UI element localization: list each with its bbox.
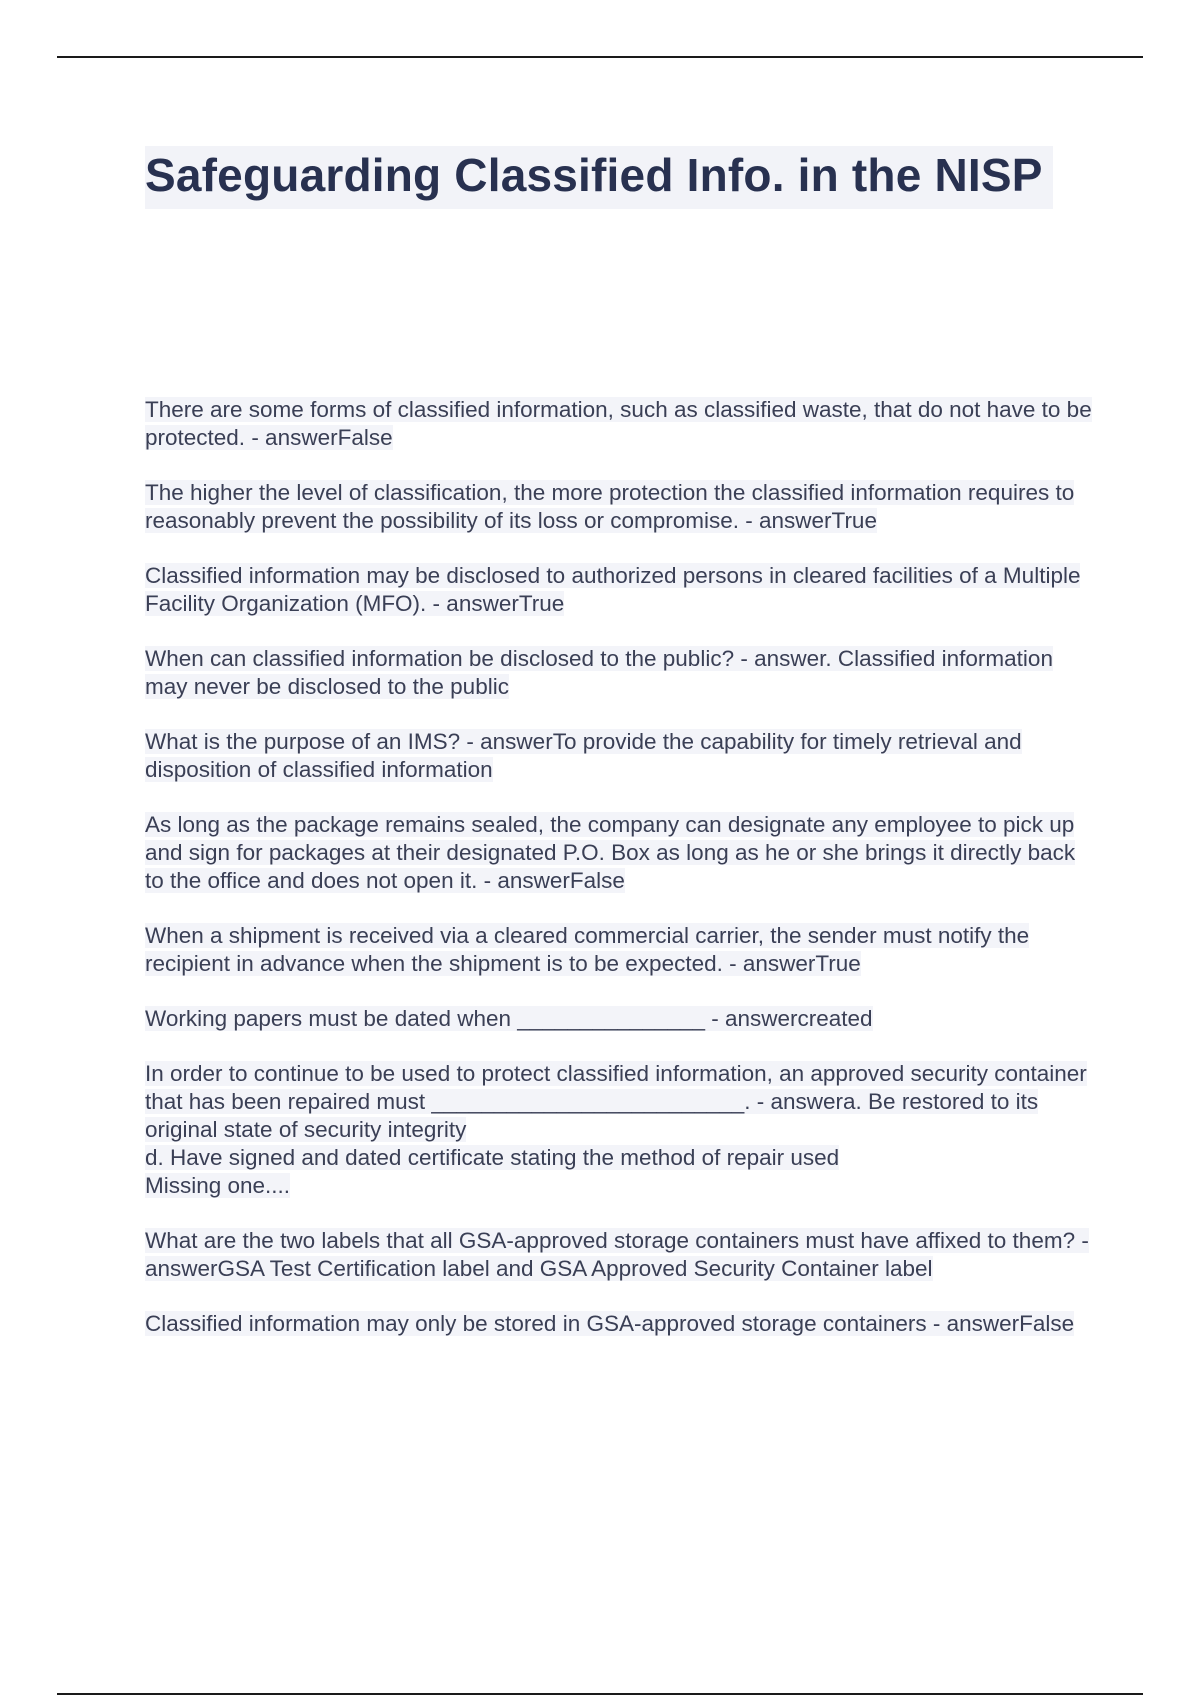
qa-item [145,1005,1095,1033]
qa-text: There are some forms of classified information, such as classified waste, that do not have to be protected. - answerFalse [145,397,1092,450]
qa-item [145,811,1095,895]
qa-item [145,479,1095,535]
page-title: Safeguarding Classified Info. in the NISP [145,146,1053,209]
qa-item [145,922,1095,978]
qa-text: As long as the package remains sealed, the company can designate any employee to pick up and sign for packages at their designated P.O. Box as long as he or she brings it directly back to the office and does not open it. - answerFalse [145,812,1076,893]
qa-list [145,396,1095,1365]
qa-text: When a shipment is received via a cleared commercial carrier, the sender must notify the recipient in advance when the shipment is to be expected. - answerTrue [145,923,1030,976]
qa-text: What are the two labels that all GSA-approved storage containers must have affixed to them? - answerGSA Test Certification label and GSA Approved Security Container label [145,1228,1089,1281]
qa-item [145,1060,1095,1200]
bottom-rule [57,1693,1143,1695]
qa-text: Classified information may be disclosed to authorized persons in cleared facilities of a Multiple Facility Organization (MFO). - answerTrue [145,563,1081,616]
qa-item [145,728,1095,784]
qa-text: The higher the level of classification, the more protection the classified information requires to reasonably prevent the possibility of its loss or compromise. - answerTrue [145,480,1075,533]
qa-text: Classified information may only be stored in GSA-approved storage containers - answerFalse [145,1311,1075,1336]
qa-item [145,1310,1095,1338]
qa-text: When can classified information be disclosed to the public? - answer. Classified information may never be disclosed to the public [145,646,1053,699]
qa-text: What is the purpose of an IMS? - answerTo provide the capability for timely retrieval and disposition of classified information [145,729,1022,782]
qa-item [145,645,1095,701]
qa-item [145,1227,1095,1283]
qa-text: In order to continue to be used to protect classified information, an approved security container that has been repaired must _________________________. - answera. Be restored to its original state of security integrity d. Have signed and dated certificate stating the method of repair used Missing one.... [145,1061,1087,1198]
qa-item [145,562,1095,618]
qa-text: Working papers must be dated when _______________ - answercreated [145,1006,873,1031]
top-rule [57,56,1143,58]
qa-item [145,396,1095,452]
